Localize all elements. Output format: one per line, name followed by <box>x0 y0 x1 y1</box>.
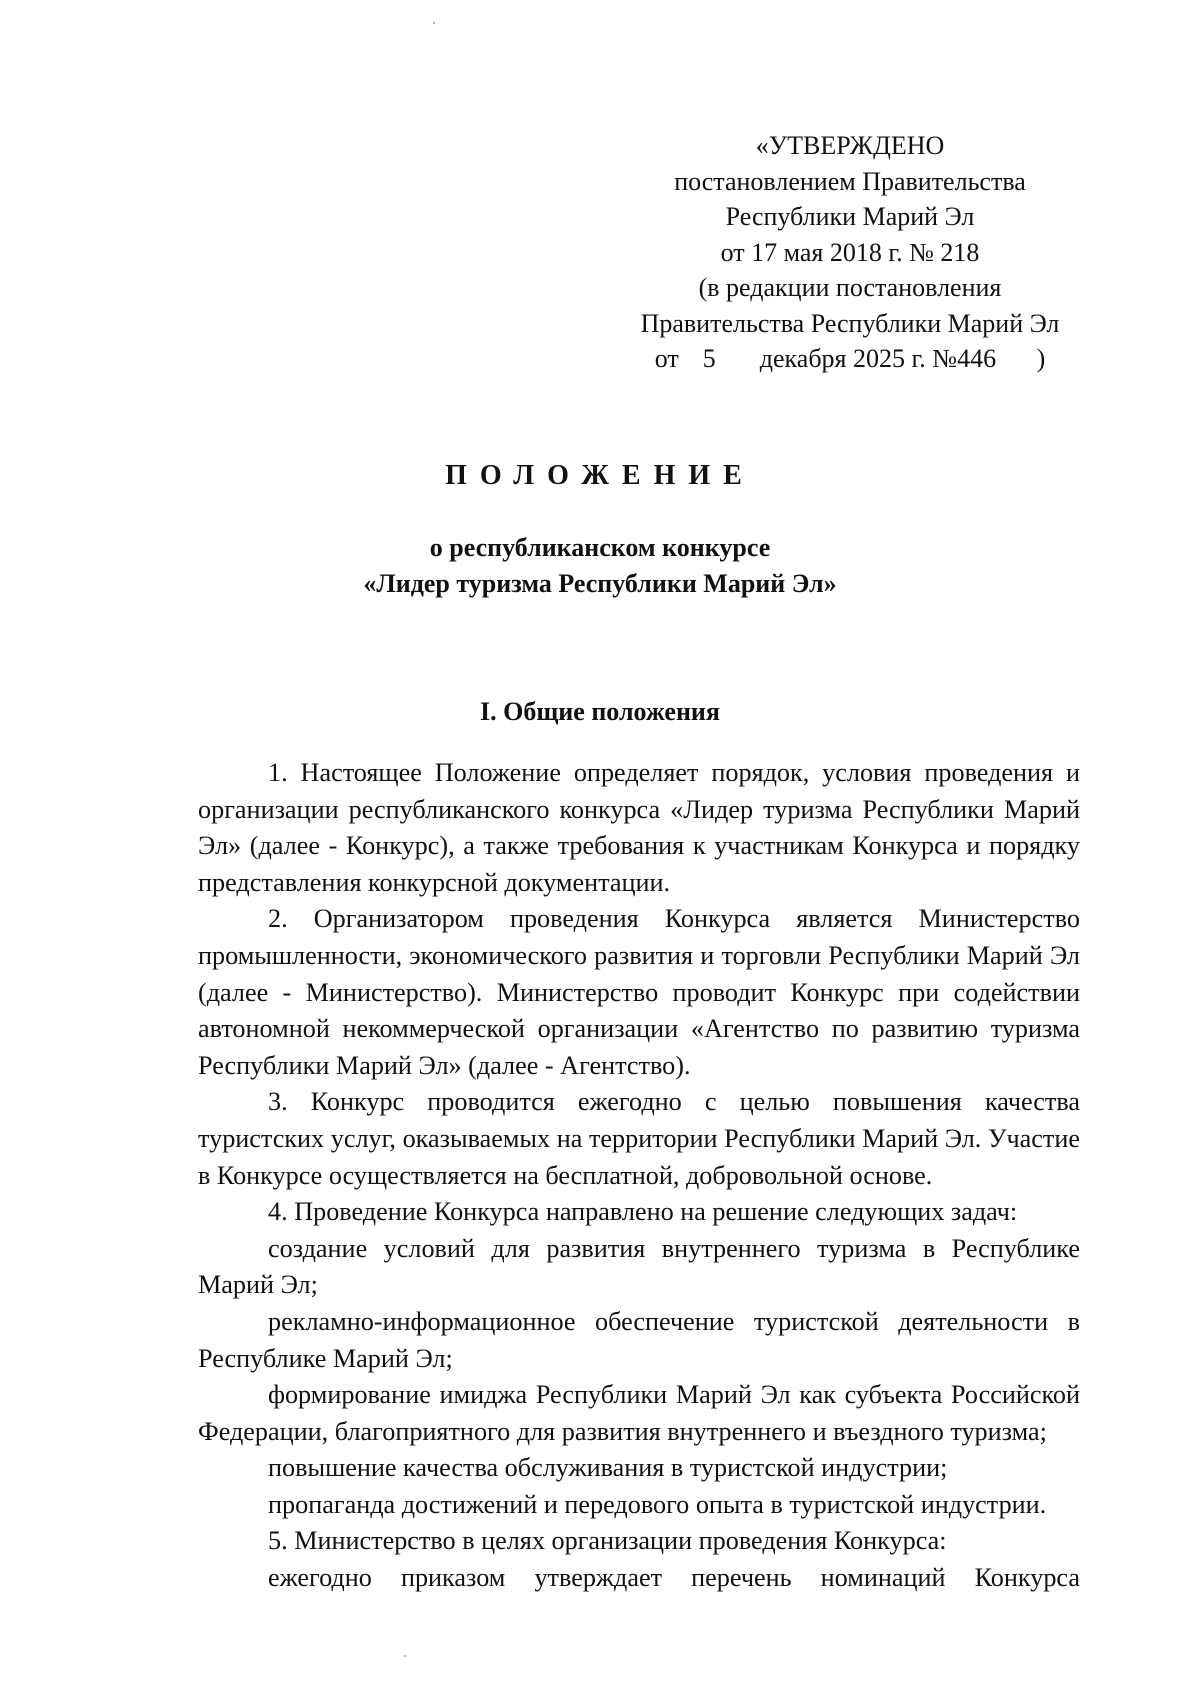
subtitle-line: «Лидер туризма Республики Марий Эл» <box>363 569 837 598</box>
approval-line: (в редакции постановления <box>698 273 1002 302</box>
approval-line: постановлением Правительства <box>674 166 1026 196</box>
scan-speck <box>433 22 435 24</box>
amendment-date-line <box>610 341 1090 377</box>
paragraph: рекламно-информационное обеспечение туристской деятельности в Республике Марий Эл; <box>198 1306 1080 1373</box>
paragraph: 2. Организатором проведения Конкурса является Министерство промышленности, экономического развития и торговли Республики Марий Эл (далее - Министерство). Министерство проводит Конкурс при содействии автономной некоммерческой организации «Агентство по развитию туризма Республики Марий Эл» (далее - Агентство). <box>198 904 1080 1080</box>
paragraph: формирование имиджа Республики Марий Эл как субъекта Российской Федерации, благоприятного для развития внутреннего и въездного туризма; <box>198 1380 1080 1446</box>
scan-speck <box>404 1655 406 1657</box>
document-body <box>198 755 1080 1597</box>
approval-line: Республики Марий Эл <box>725 202 975 231</box>
approval-line: «УТВЕРЖДЕНО <box>755 131 945 160</box>
paragraph: ежегодно приказом утверждает перечень номинаций Конкурса <box>268 1563 1080 1593</box>
paragraph: создание условий для развития внутреннего туризма в Республике Марий Эл; <box>198 1233 1080 1300</box>
subtitle-line: о республиканском конкурсе <box>429 533 771 562</box>
date-prefix: от <box>654 344 679 373</box>
date-close: ) <box>1036 344 1046 373</box>
document-title: ПОЛОЖЕНИЕ <box>445 460 755 491</box>
paragraph: повышение качества обслуживания в туристской индустрии; <box>268 1453 948 1483</box>
paragraph: 4. Проведение Конкурса направлено на решение следующих задач: <box>268 1197 1018 1227</box>
paragraph: 1. Настоящее Положение определяет порядок, условия проведения и организации республиканского конкурса «Лидер туризма Республики Марий Эл» (далее - Конкурс), а также требования к участникам Конкурса и порядку представления конкурсной документации. <box>198 758 1080 897</box>
approval-line: от 17 мая 2018 г. № 218 <box>720 237 980 267</box>
section-heading: I. Общие положения <box>480 697 720 726</box>
date-month-year: декабря 2025 г. № <box>759 344 958 373</box>
paragraph: 3. Конкурс проводится ежегодно с целью повышения качества туристских услуг, оказываемых на территории Республики Марий Эл. Участие в Конкурсе осуществляется на бесплатной, добровольной основе. <box>198 1087 1080 1190</box>
date-number: 446 <box>957 344 997 373</box>
paragraph: 5. Министерство в целях организации проведения Конкурса: <box>268 1526 947 1556</box>
document-subtitle <box>0 530 1200 602</box>
approval-line: Правительства Республики Марий Эл <box>640 308 1060 338</box>
paragraph: пропаганда достижений и передового опыта в туристской индустрии. <box>268 1489 1047 1519</box>
date-day: 5 <box>702 344 716 373</box>
approval-stamp <box>610 128 1090 377</box>
